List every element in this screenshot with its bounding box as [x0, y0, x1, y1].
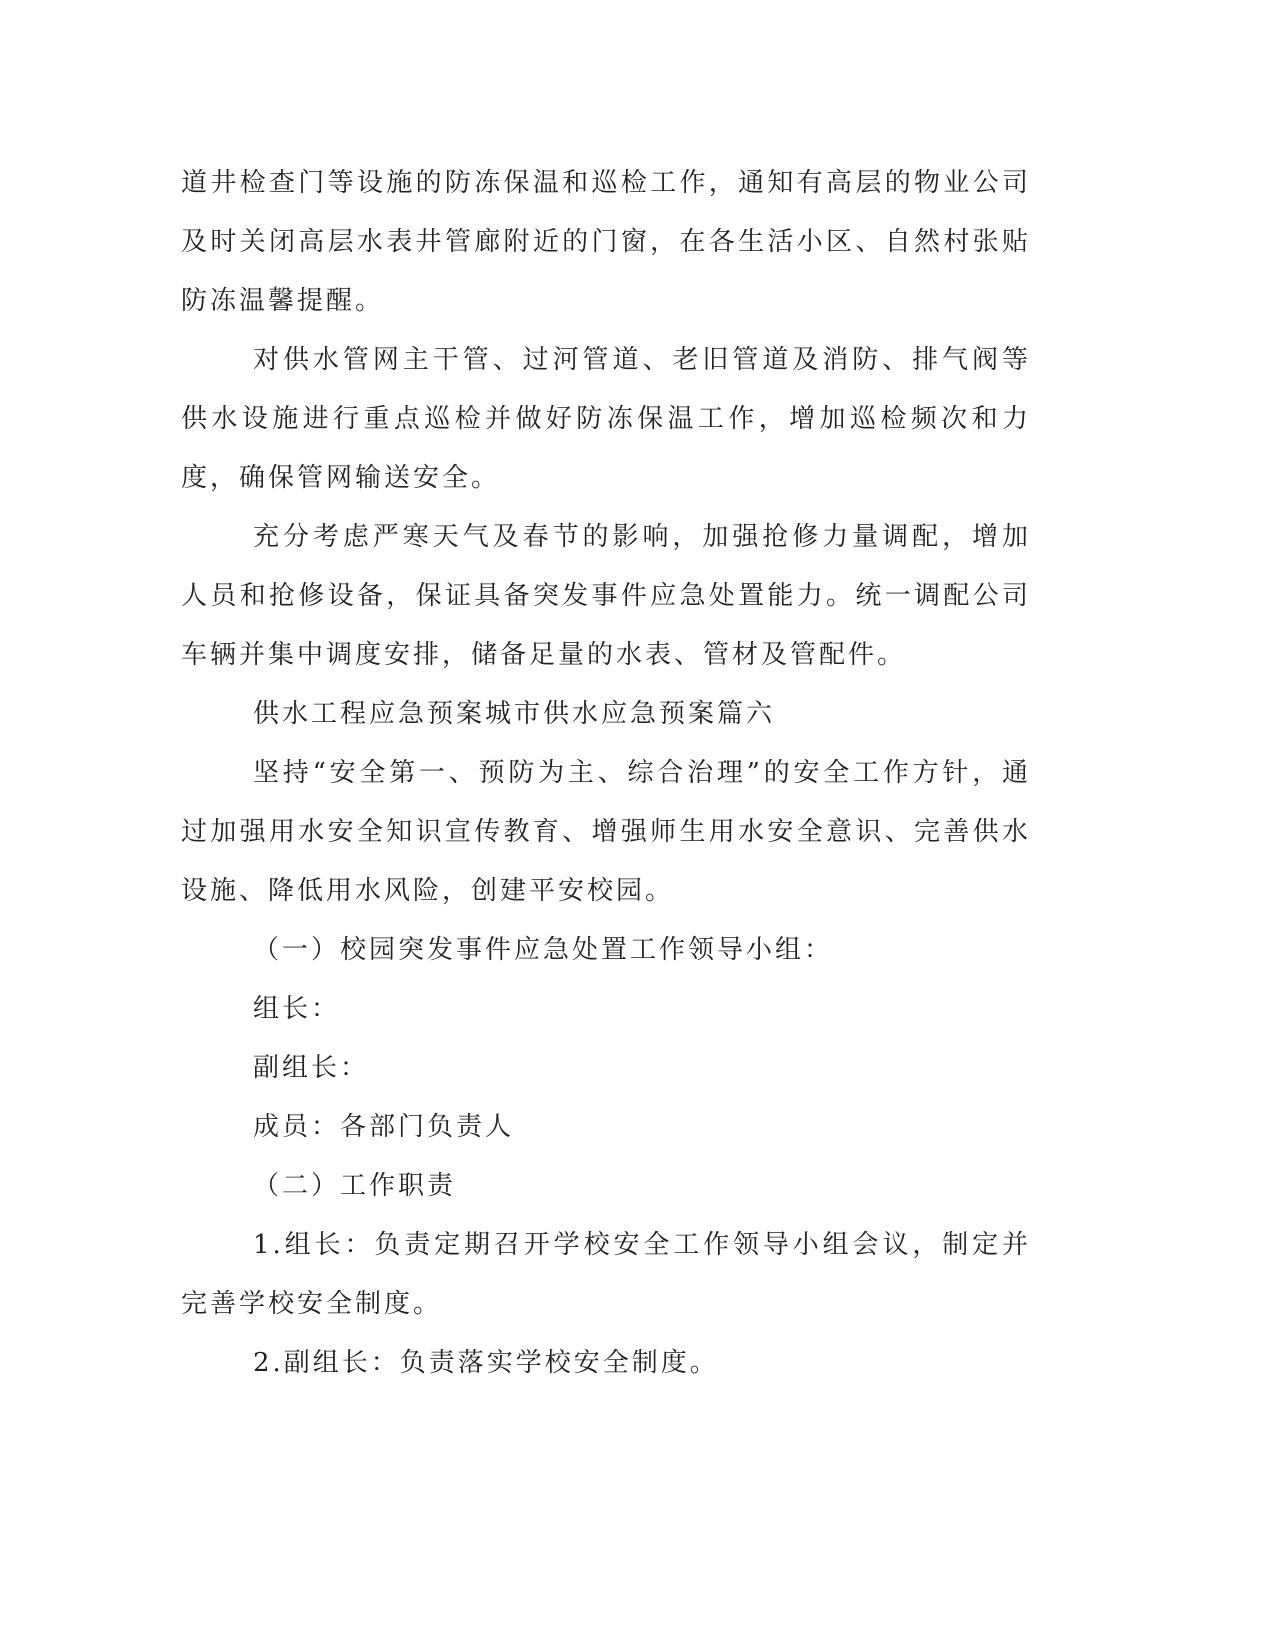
paragraph-pipeline-inspection: 对供水管网主干管、过河管道、老旧管道及消防、排气阀等供水设施进行重点巡检并做好防冻保温工作，增加巡检频次和力度，确保管网输送安全。: [181, 345, 1031, 493]
section-heading: 供水工程应急预案城市供水应急预案篇六: [253, 699, 776, 729]
paragraph-repair-capacity: 充分考虑严寒天气及春节的影响，加强抢修力量调配，增加人员和抢修设备，保证具备突发事件应急处置能力。统一调配公司车辆并集中调度安排，储备足量的水表、管材及管配件。: [181, 522, 1031, 670]
document-body: [181, 154, 1031, 1393]
paragraph-safety-principle: 坚持“安全第一、预防为主、综合治理”的安全工作方针，通过加强用水安全知识宣传教育、增强师生用水安全意识、完善供水设施、降低用水风险，创建平安校园。: [181, 758, 1031, 906]
duty-item-deputy: 2.副组长：负责落实学校安全制度。: [253, 1348, 719, 1378]
paragraph-continued-antifreeze: 道井检查门等设施的防冻保温和巡检工作，通知有高层的物业公司及时关闭高层水表井管廊附近的门窗，在各生活小区、自然村张贴防冻温馨提醒。: [181, 168, 1031, 316]
deputy-leader-line: 副组长：: [253, 1053, 370, 1083]
subheading-responsibilities: （二）工作职责: [253, 1171, 457, 1201]
group-leader-line: 组长：: [253, 994, 341, 1024]
members-line: 成员：各部门负责人: [253, 1112, 515, 1142]
subheading-leadership-group: （一）校园突发事件应急处置工作领导小组：: [253, 935, 834, 965]
duty-item-leader: 1.组长：负责定期召开学校安全工作领导小组会议，制定并完善学校安全制度。: [181, 1230, 1031, 1319]
